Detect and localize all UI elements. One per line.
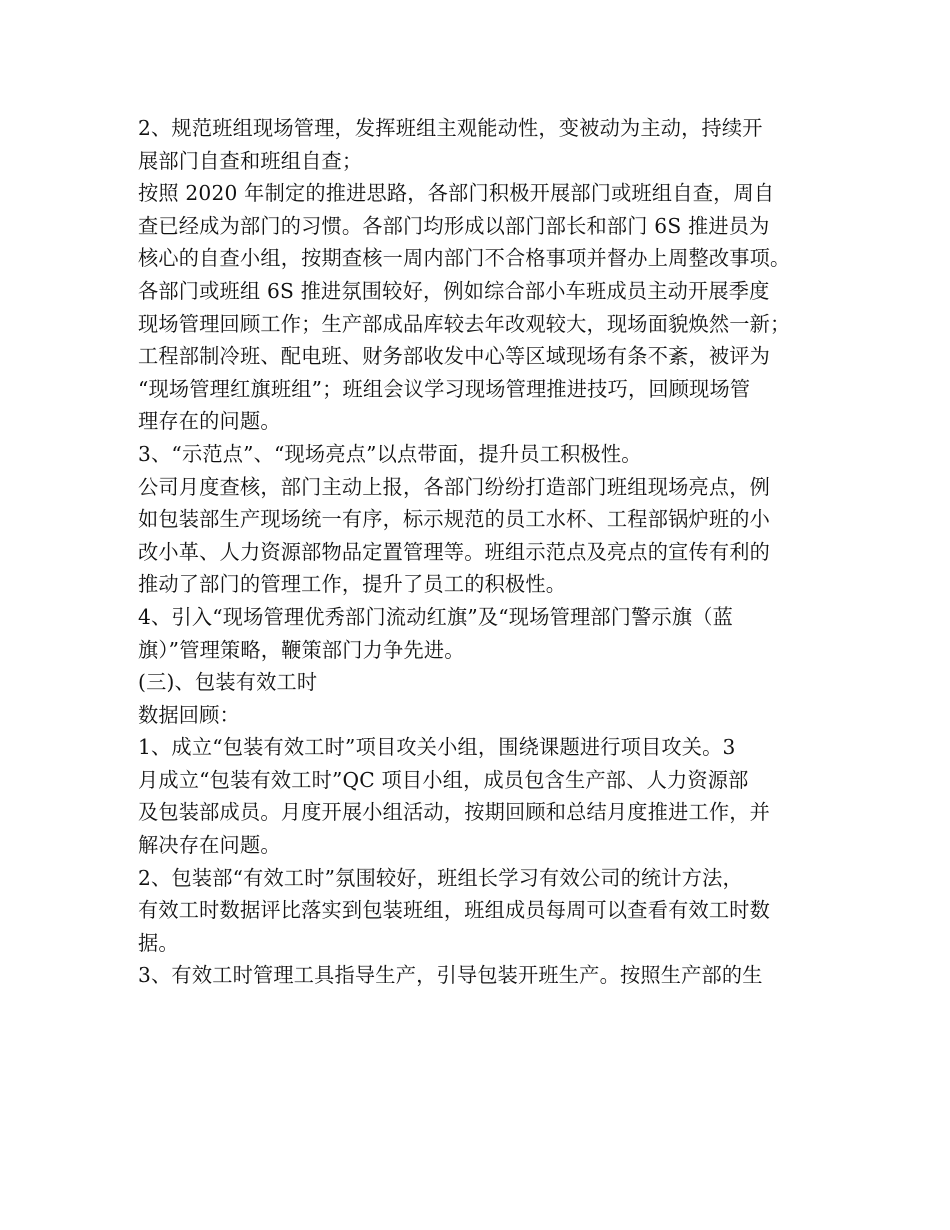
paragraph-line: 数据回顾：: [138, 702, 240, 727]
section-heading-line: 3、“示范点”、“现场亮点”以点带面，提升员工积极性。: [138, 441, 642, 466]
paragraph-line: 展部门自查和班组自查；: [138, 148, 363, 173]
paragraph-line: 解决存在问题。: [138, 833, 281, 858]
paragraph-line: 1、成立“包装有效工时”项目攻关小组，围绕课题进行项目攻关。3: [138, 735, 736, 760]
paragraph-line: 各部门或班组 6S 推进氛围较好，例如综合部小车班成员主动开展季度: [138, 278, 770, 303]
paragraph-line: 按照 2020 年制定的推进思路，各部门积极开展部门或班组自查，周自: [138, 181, 775, 206]
paragraph-line: “现场管理红旗班组”；班组会议学习现场管理推进技巧，回顾现场管: [138, 376, 751, 401]
paragraph-line: 现场管理回顾工作；生产部成品库较去年改观较大，现场面貌焕然一新；: [138, 311, 791, 336]
paragraph-line: 2、包装部“有效工时”氛围较好，班组长学习有效公司的统计方法，: [138, 865, 743, 890]
paragraph-line: 工程部制冷班、配电班、财务部收发中心等区域现场有条不紊，被评为: [138, 344, 771, 369]
paragraph-line: 改小革、人力资源部物品定置管理等。班组示范点及亮点的宣传有利的: [138, 539, 771, 564]
document-body: [138, 112, 838, 992]
paragraph-line: 3、有效工时管理工具指导生产，引导包装开班生产。按照生产部的生: [138, 963, 763, 988]
paragraph-line: 及包装部成员。月度开展小组活动，按期回顾和总结月度推进工作，并: [138, 800, 771, 825]
paragraph-line: 公司月度查核，部门主动上报，各部门纷纷打造部门班组现场亮点，例: [138, 474, 771, 499]
paragraph-line: 有效工时数据评比落实到包装班组，班组成员每周可以查看有效工时数: [138, 898, 771, 923]
section-heading-line: (三)、包装有效工时: [138, 670, 318, 695]
paragraph-line: 据。: [138, 930, 179, 955]
paragraph-line: 理存在的问题。: [138, 409, 281, 434]
section-heading-line: 4、引入“现场管理优秀部门流动红旗”及“现场管理部门警示旗（蓝: [138, 604, 734, 629]
paragraph-line: 如包装部生产现场统一有序，标示规范的员工水杯、工程部锅炉班的小: [138, 507, 771, 532]
paragraph-line: 月成立“包装有效工时”QC 项目小组，成员包含生产部、人力资源部: [138, 767, 749, 792]
paragraph-line: 旗）”管理策略，鞭策部门力争先进。: [138, 637, 465, 662]
paragraph-line: 查已经成为部门的习惯。各部门均形成以部门部长和部门 6S 推进员为: [138, 213, 770, 238]
paragraph-line: 2、规范班组现场管理，发挥班组主观能动性，变被动为主动，持续开: [138, 116, 763, 140]
paragraph-line: 推动了部门的管理工作，提升了员工的积极性。: [138, 572, 567, 597]
paragraph-line: 核心的自查小组，按期查核一周内部门不合格事项并督办上周整改事项。: [138, 246, 791, 271]
